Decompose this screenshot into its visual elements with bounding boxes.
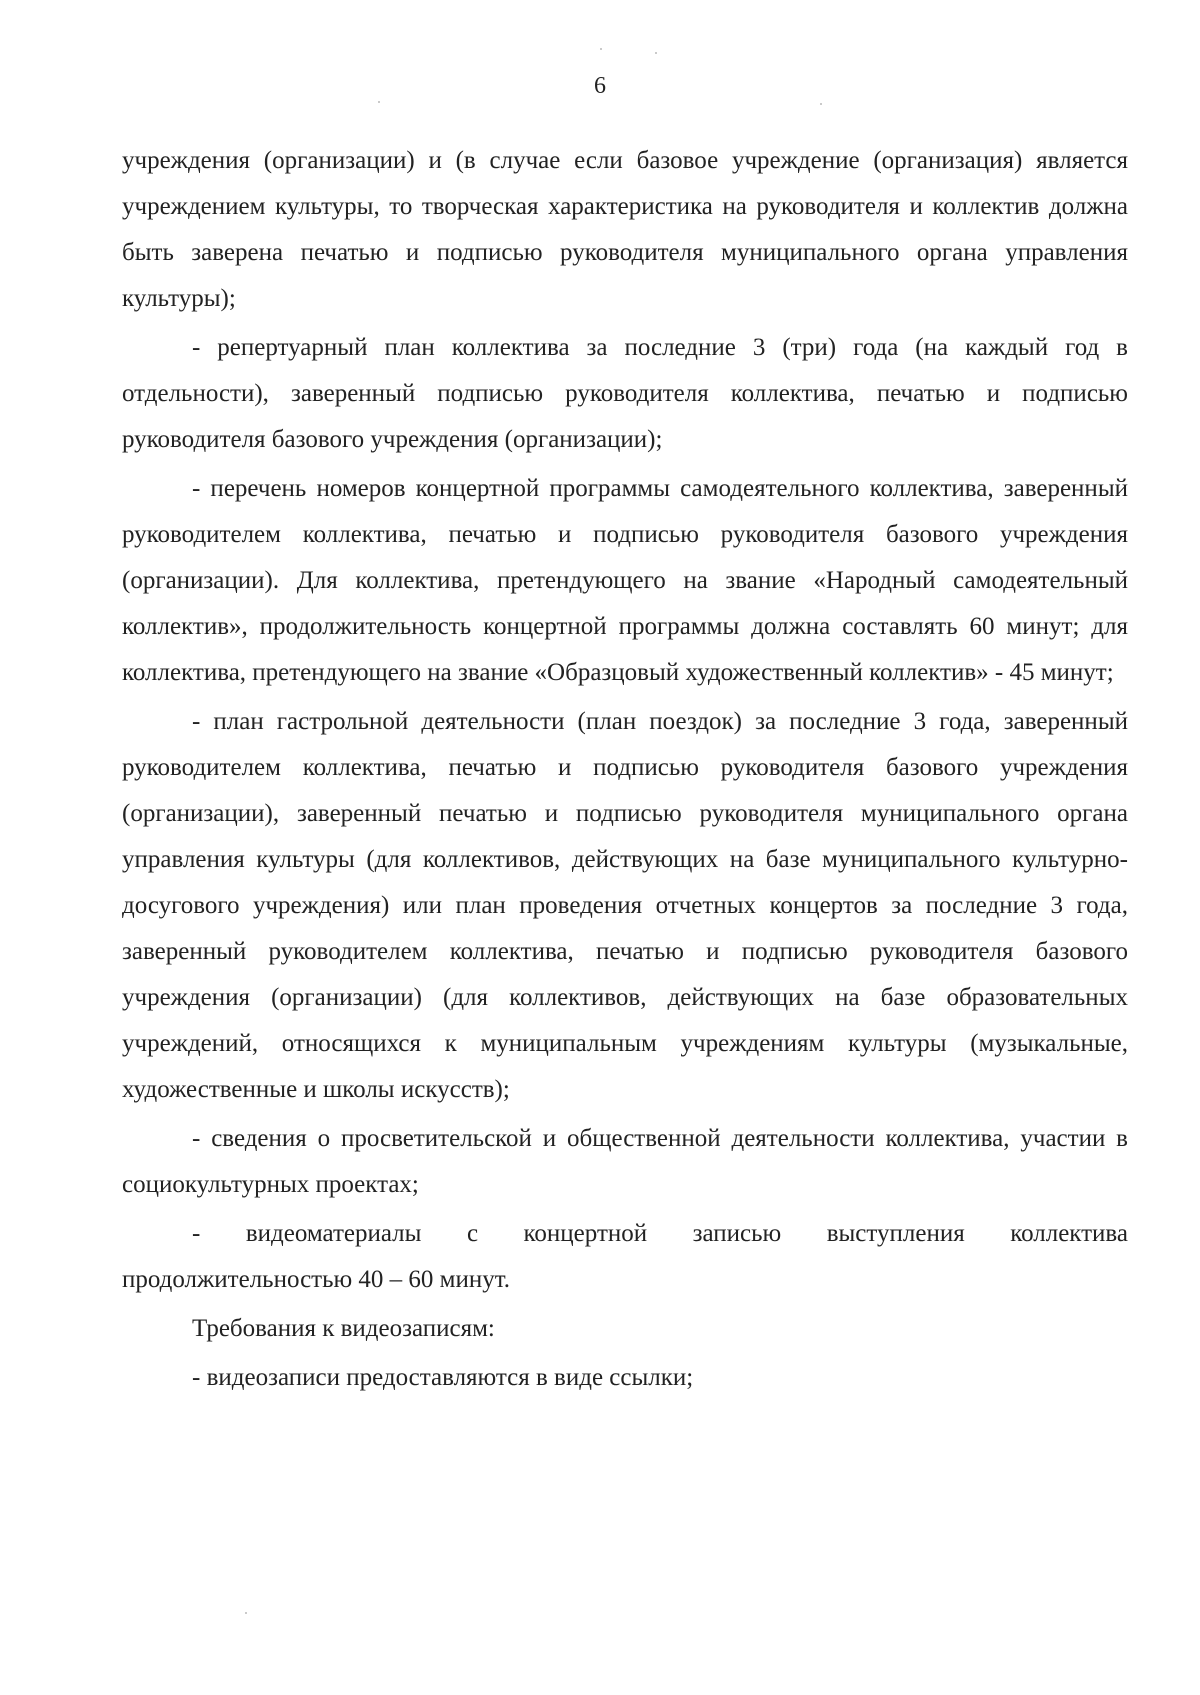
paragraph-video-requirements-heading: Требования к видеозаписям: [192, 1315, 495, 1342]
scan-speck [655, 52, 657, 54]
scan-speck [245, 1612, 247, 1614]
scan-speck [820, 103, 822, 105]
scan-speck [600, 48, 602, 50]
paragraph-video-link: - видеозаписи предоставляются в виде ссылки; [192, 1364, 694, 1391]
paragraph-continuation: учреждения (организации) и (в случае если базовое учреждение (организация) является учреждением культуры, то творческая характеристика на руководителя и коллектив должна быть заверена печатью и подписью руководителя муниципального органа управления культуры); [122, 147, 1128, 312]
scan-speck [378, 101, 380, 103]
paragraph-tour-plan: - план гастрольной деятельности (план поездок) за последние 3 года, заверенный руководителем коллектива, печатью и подписью руководителя базового учреждения (организации), заверенный печатью и подписью руководителя муниципального органа управления культуры (для коллективов, действующих на базе муниципального культурно-досугового учреждения) или план проведения отчетных концертов за последние 3 года, заверенный руководителем коллектива, печатью и подписью руководителя базового учреждения (организации) (для коллективов, действующих на базе образовательных учреждений, относящихся к муниципальным учреждениям культуры (музыкальные, художественные и школы искусств); [122, 708, 1128, 1103]
paragraph-video-materials: - видеоматериалы с концертной записью выступления коллектива продолжительностью 40 – 60 минут. [122, 1220, 1128, 1293]
paragraph-concert-program: - перечень номеров концертной программы самодеятельного коллектива, заверенный руководителем коллектива, печатью и подписью руководителя базового учреждения (организации). Для коллектива, претендующего на звание «Народный самодеятельный коллектив», продолжительность концертной программы должна составлять 60 минут; для коллектива, претендующего на звание «Образцовый художественный коллектив» - 45 минут; [122, 475, 1128, 686]
paragraph-repertoire-plan: - репертуарный план коллектива за последние 3 (три) года (на каждый год в отдельности), заверенный подписью руководителя коллектива, печатью и подписью руководителя базового учреждения (организации); [122, 334, 1128, 453]
paragraph-educational-activity: - сведения о просветительской и общественной деятельности коллектива, участии в социокультурных проектах; [122, 1125, 1128, 1198]
page-number: 6 [594, 73, 606, 99]
document-body [122, 138, 1128, 1404]
